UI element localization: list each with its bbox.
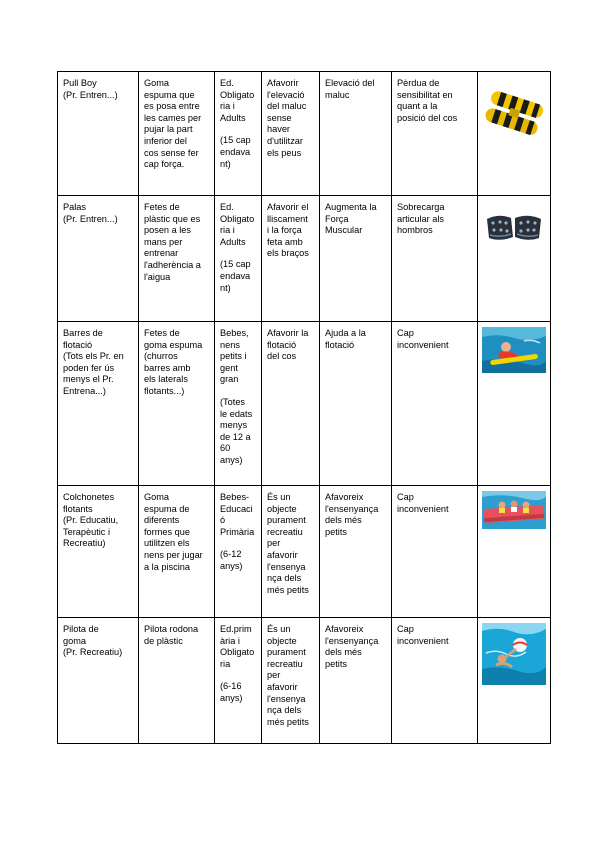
benefit-text: Augmenta la Força Muscular	[325, 202, 377, 236]
objective-cell	[262, 72, 320, 196]
benefit-text: Afavoreix l'ensenyança dels més petits	[325, 624, 379, 669]
product-program: (Pr. Entren...)	[63, 89, 118, 100]
drawback-cell	[392, 322, 478, 486]
description-text: Goma espuma que es posa entre les cames per pujar la part inferior del cos sense fer cap força.	[144, 78, 202, 170]
objective-text: Afavorir la flotació del cos	[267, 328, 309, 362]
benefit-text: Elevació del maluc	[325, 78, 375, 100]
product-cell	[58, 486, 139, 618]
age-range: (15 cap endava nt)	[220, 259, 251, 293]
hand-paddles-image	[484, 211, 544, 245]
benefit-cell	[320, 72, 392, 196]
description-text: Fetes de goma espuma (churros barres amb els laterals flotants...)	[144, 328, 203, 396]
image-cell	[478, 322, 551, 486]
floating-mat-photo	[482, 491, 546, 529]
description-cell	[139, 72, 215, 196]
description-cell	[139, 618, 215, 744]
product-program: (Pr. Entren...)	[63, 213, 118, 224]
product-program: (Tots els Pr. en poden fer ús menys el Pr. Entrena...)	[63, 351, 124, 396]
age-range: (Totes le edats menys de 12 a 60 anys)	[220, 396, 253, 465]
drawback-cell	[392, 618, 478, 744]
table-row	[58, 486, 551, 618]
drawback-cell	[392, 486, 478, 618]
drawback-text: Sobrecarga articular als hombros	[397, 202, 445, 236]
table-row	[58, 196, 551, 322]
drawback-cell	[392, 196, 478, 322]
age-group: Ed. Obligato ria i Adults	[220, 78, 255, 123]
product-cell	[58, 618, 139, 744]
image-cell	[478, 486, 551, 618]
product-program: (Pr. Recreatiu)	[63, 647, 123, 658]
objective-text: Afavorir el lliscament i la força feta amb els braços	[267, 202, 309, 259]
product-name: Pull Boy	[63, 78, 97, 88]
age-cell	[215, 618, 262, 744]
objective-cell	[262, 322, 320, 486]
description-text: Pilota rodona de plàstic	[144, 624, 199, 646]
benefit-cell	[320, 486, 392, 618]
product-cell	[58, 72, 139, 196]
description-cell	[139, 196, 215, 322]
product-name: Palas	[63, 202, 86, 212]
age-range: (6-16 anys)	[220, 681, 243, 703]
age-group: Bebes- Educaci ó Primària	[220, 492, 255, 537]
drawback-text: Cap inconvenient	[397, 624, 449, 646]
product-cell	[58, 196, 139, 322]
equipment-table	[57, 71, 551, 744]
pull-buoy-image	[483, 91, 545, 137]
drawback-text: Cap inconvenient	[397, 328, 449, 350]
description-cell	[139, 486, 215, 618]
drawback-text: Cap inconvenient	[397, 492, 449, 514]
benefit-cell	[320, 196, 392, 322]
age-cell	[215, 196, 262, 322]
age-cell	[215, 486, 262, 618]
image-cell	[478, 196, 551, 322]
age-cell	[215, 72, 262, 196]
table-row	[58, 322, 551, 486]
drawback-text: Pèrdua de sensibilitat en quant a la posició del cos	[397, 78, 458, 123]
image-cell	[478, 72, 551, 196]
age-group: Ed.prim ària i Obligato ria	[220, 624, 255, 669]
description-cell	[139, 322, 215, 486]
objective-text: És un objecte purament recreatiu per afavorir l'ensenya nça dels més petits	[267, 624, 309, 727]
product-name: Colchonetes flotants	[63, 492, 115, 514]
age-range: (15 cap endava nt)	[220, 135, 251, 169]
product-name: Pilota de goma	[63, 624, 99, 646]
rubber-ball-photo	[482, 623, 546, 685]
description-text: Goma espuma de diferents formes que utilitzen els nens per jugar a la piscina	[144, 492, 203, 572]
objective-text: És un objecte purament recreatiu per afavorir l'ensenya nça dels més petits	[267, 492, 309, 595]
objective-cell	[262, 196, 320, 322]
benefit-cell	[320, 322, 392, 486]
image-cell	[478, 618, 551, 744]
age-group: Ed. Obligato ria i Adults	[220, 202, 255, 247]
objective-cell	[262, 486, 320, 618]
objective-cell	[262, 618, 320, 744]
product-program: (Pr. Educatiu, Terapèutic i Recreatiu)	[63, 515, 119, 549]
product-cell	[58, 322, 139, 486]
objective-text: Afavorir l'elevació del maluc sense haver d'utilitzar els peus	[267, 78, 307, 158]
age-group: Bebes, nens petits i gent gran	[220, 328, 249, 385]
table-row	[58, 72, 551, 196]
benefit-text: Ajuda a la flotació	[325, 328, 366, 350]
age-cell	[215, 322, 262, 486]
drawback-cell	[392, 72, 478, 196]
benefit-cell	[320, 618, 392, 744]
description-text: Fetes de plàstic que es posen a les mans per entrenar l'adherència a l'aigua	[144, 202, 201, 282]
product-name: Barres de flotació	[63, 328, 103, 350]
table-row	[58, 618, 551, 744]
age-range: (6-12 anys)	[220, 549, 243, 571]
pool-noodle-photo	[482, 327, 546, 373]
benefit-text: Afavoreix l'ensenyança dels més petits	[325, 492, 379, 537]
